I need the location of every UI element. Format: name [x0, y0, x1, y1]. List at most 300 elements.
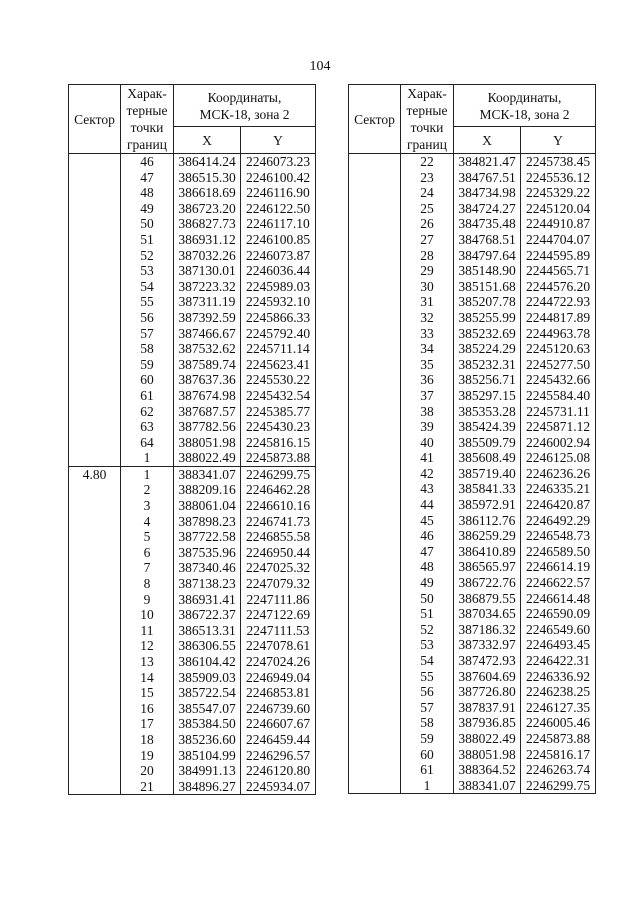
sector-cell	[69, 279, 121, 295]
table-row	[349, 310, 596, 326]
point-number-cell: 14	[121, 670, 174, 686]
x-coordinate-cell: 387032.26	[174, 248, 241, 264]
table-row	[69, 716, 316, 732]
table-row	[349, 653, 596, 669]
table-row	[69, 263, 316, 279]
sector-cell	[69, 763, 121, 779]
point-number-cell: 58	[121, 341, 174, 357]
header-point-type-line: точки	[130, 120, 164, 135]
table-row	[69, 482, 316, 498]
table-row	[349, 248, 596, 264]
x-coordinate-cell: 387311.19	[174, 294, 241, 310]
x-coordinate-cell: 387589.74	[174, 357, 241, 373]
y-coordinate-cell: 2246492.29	[521, 513, 596, 529]
sector-cell	[69, 263, 121, 279]
table-row	[349, 279, 596, 295]
table-row	[349, 747, 596, 763]
x-coordinate-cell: 385384.50	[174, 716, 241, 732]
header-sector: Сектор	[349, 85, 401, 154]
sector-cell	[69, 450, 121, 466]
sector-cell	[69, 372, 121, 388]
y-coordinate-cell: 2246614.19	[521, 559, 596, 575]
table-row	[69, 279, 316, 295]
sector-cell	[349, 279, 401, 295]
sector-cell	[69, 701, 121, 717]
header-coordinates-line1: Координаты,	[207, 89, 282, 105]
x-coordinate-cell: 387604.69	[454, 669, 521, 685]
header-point-type-line: границ	[407, 137, 447, 152]
x-coordinate-cell: 388341.07	[174, 466, 241, 482]
header-y: Y	[521, 127, 596, 154]
point-number-cell: 59	[121, 357, 174, 373]
point-number-cell: 59	[401, 731, 454, 747]
point-number-cell: 17	[121, 716, 174, 732]
header-coordinates	[174, 85, 316, 127]
x-coordinate-cell: 387223.32	[174, 279, 241, 295]
sector-cell	[69, 185, 121, 201]
y-coordinate-cell: 2245873.88	[521, 731, 596, 747]
point-number-cell: 5	[121, 529, 174, 545]
table-row	[69, 607, 316, 623]
table-row	[349, 575, 596, 591]
y-coordinate-cell: 2244722.93	[521, 294, 596, 310]
sector-cell	[69, 248, 121, 264]
x-coordinate-cell: 386414.24	[174, 154, 241, 170]
x-coordinate-cell: 386827.73	[174, 216, 241, 232]
y-coordinate-cell: 2246607.67	[241, 716, 316, 732]
x-coordinate-cell: 386879.55	[454, 591, 521, 607]
y-coordinate-cell: 2244817.89	[521, 310, 596, 326]
table-row	[349, 700, 596, 716]
x-coordinate-cell: 385719.40	[454, 466, 521, 482]
sector-cell: 4.80	[69, 466, 121, 482]
y-coordinate-cell: 2245584.40	[521, 388, 596, 404]
table-row	[69, 748, 316, 764]
x-coordinate-cell: 386618.69	[174, 185, 241, 201]
page-number: 104	[309, 59, 331, 74]
point-number-cell: 26	[401, 216, 454, 232]
y-coordinate-cell: 2245932.10	[241, 294, 316, 310]
point-number-cell: 3	[121, 498, 174, 514]
x-coordinate-cell: 388341.07	[454, 778, 521, 794]
x-coordinate-cell: 384821.47	[454, 154, 521, 170]
sector-cell	[69, 748, 121, 764]
x-coordinate-cell: 385256.71	[454, 372, 521, 388]
table-row	[349, 170, 596, 186]
sector-cell	[69, 232, 121, 248]
point-number-cell: 60	[121, 372, 174, 388]
x-coordinate-cell: 385608.49	[454, 450, 521, 466]
sector-cell	[69, 514, 121, 530]
point-number-cell: 64	[121, 435, 174, 451]
point-number-cell: 56	[121, 310, 174, 326]
table-row	[349, 731, 596, 747]
header-coordinates-line2: МСК-18, зона 2	[479, 106, 570, 122]
point-number-cell: 47	[401, 544, 454, 560]
table-row	[349, 435, 596, 451]
point-number-cell: 25	[401, 201, 454, 217]
table-row	[69, 326, 316, 342]
sector-cell	[349, 450, 401, 466]
sector-cell	[349, 341, 401, 357]
header-y: Y	[241, 127, 316, 154]
point-number-cell: 27	[401, 232, 454, 248]
point-number-cell: 36	[401, 372, 454, 388]
sector-cell	[349, 653, 401, 669]
point-number-cell: 12	[121, 638, 174, 654]
table-row	[69, 341, 316, 357]
y-coordinate-cell: 2246855.58	[241, 529, 316, 545]
point-number-cell: 34	[401, 341, 454, 357]
sector-cell	[69, 779, 121, 795]
x-coordinate-cell: 385151.68	[454, 279, 521, 295]
table-row	[349, 778, 596, 794]
sector-cell	[349, 216, 401, 232]
sector-cell	[349, 201, 401, 217]
point-number-cell: 15	[121, 685, 174, 701]
point-number-cell: 48	[401, 559, 454, 575]
table-row	[69, 294, 316, 310]
y-coordinate-cell: 2245866.33	[241, 310, 316, 326]
table-row	[349, 216, 596, 232]
sector-cell	[69, 357, 121, 373]
sector-cell	[349, 700, 401, 716]
point-number-cell: 51	[401, 606, 454, 622]
y-coordinate-cell: 2244910.87	[521, 216, 596, 232]
header-point-type-line: терные	[126, 103, 168, 118]
x-coordinate-cell: 386259.29	[454, 528, 521, 544]
table-row	[349, 715, 596, 731]
x-coordinate-cell: 388364.52	[454, 762, 521, 778]
point-number-cell: 37	[401, 388, 454, 404]
point-number-cell: 51	[121, 232, 174, 248]
x-coordinate-cell: 388061.04	[174, 498, 241, 514]
sector-cell	[349, 591, 401, 607]
sector-cell	[69, 716, 121, 732]
y-coordinate-cell: 2246420.87	[521, 497, 596, 513]
sector-cell	[69, 294, 121, 310]
table-row	[69, 357, 316, 373]
table-row	[69, 216, 316, 232]
sector-cell	[69, 592, 121, 608]
sector-cell	[349, 170, 401, 186]
y-coordinate-cell: 2246950.44	[241, 545, 316, 561]
y-coordinate-cell: 2245934.07	[241, 779, 316, 795]
sector-cell	[349, 528, 401, 544]
table-row	[349, 232, 596, 248]
sector-cell	[349, 154, 401, 170]
x-coordinate-cell: 386722.76	[454, 575, 521, 591]
point-number-cell: 50	[121, 216, 174, 232]
x-coordinate-cell: 386306.55	[174, 638, 241, 654]
sector-cell	[349, 575, 401, 591]
y-coordinate-cell: 2244595.89	[521, 248, 596, 264]
point-number-cell: 6	[121, 545, 174, 561]
x-coordinate-cell: 385148.90	[454, 263, 521, 279]
table-row	[349, 388, 596, 404]
x-coordinate-cell: 386723.20	[174, 201, 241, 217]
y-coordinate-cell: 2247025.32	[241, 560, 316, 576]
y-coordinate-cell: 2245623.41	[241, 357, 316, 373]
sector-cell	[349, 263, 401, 279]
sector-cell	[349, 762, 401, 778]
x-coordinate-cell: 386104.42	[174, 654, 241, 670]
sector-cell	[349, 404, 401, 420]
sector-cell	[349, 544, 401, 560]
table-row	[349, 669, 596, 685]
point-number-cell: 44	[401, 497, 454, 513]
sector-cell	[349, 185, 401, 201]
point-number-cell: 62	[121, 404, 174, 420]
table-row	[349, 606, 596, 622]
table-row	[349, 497, 596, 513]
sector-cell	[349, 388, 401, 404]
table-row	[349, 544, 596, 560]
table-row	[69, 498, 316, 514]
x-coordinate-cell: 387722.58	[174, 529, 241, 545]
point-number-cell: 53	[121, 263, 174, 279]
point-number-cell: 55	[401, 669, 454, 685]
point-number-cell: 38	[401, 404, 454, 420]
point-number-cell: 54	[121, 279, 174, 295]
sector-cell	[69, 560, 121, 576]
table-row	[349, 513, 596, 529]
table-row	[349, 372, 596, 388]
point-number-cell: 13	[121, 654, 174, 670]
table-row	[349, 622, 596, 638]
sector-cell	[69, 576, 121, 592]
table-row	[349, 419, 596, 435]
x-coordinate-cell: 387472.93	[454, 653, 521, 669]
y-coordinate-cell: 2246125.08	[521, 450, 596, 466]
point-number-cell: 39	[401, 419, 454, 435]
point-number-cell: 54	[401, 653, 454, 669]
y-coordinate-cell: 2246236.26	[521, 466, 596, 482]
x-coordinate-cell: 385722.54	[174, 685, 241, 701]
sector-cell	[349, 372, 401, 388]
sector-cell	[69, 638, 121, 654]
point-number-cell: 49	[121, 201, 174, 217]
point-number-cell: 60	[401, 747, 454, 763]
sector-cell	[349, 419, 401, 435]
table-row	[349, 684, 596, 700]
y-coordinate-cell: 2244565.71	[521, 263, 596, 279]
table-row	[69, 638, 316, 654]
x-coordinate-cell: 386931.12	[174, 232, 241, 248]
point-number-cell: 32	[401, 310, 454, 326]
point-number-cell: 21	[121, 779, 174, 795]
y-coordinate-cell: 2246100.42	[241, 170, 316, 186]
sector-cell	[349, 232, 401, 248]
x-coordinate-cell: 385224.29	[454, 341, 521, 357]
y-coordinate-cell: 2246462.28	[241, 482, 316, 498]
sector-cell	[349, 669, 401, 685]
y-coordinate-cell: 2245432.66	[521, 372, 596, 388]
x-coordinate-cell: 387392.59	[174, 310, 241, 326]
sector-cell	[69, 154, 121, 170]
x-coordinate-cell: 386515.30	[174, 170, 241, 186]
y-coordinate-cell: 2246122.50	[241, 201, 316, 217]
sector-cell	[349, 778, 401, 794]
y-coordinate-cell: 2246741.73	[241, 514, 316, 530]
x-coordinate-cell: 387782.56	[174, 419, 241, 435]
sector-cell	[349, 715, 401, 731]
x-coordinate-cell: 384735.48	[454, 216, 521, 232]
table-row	[69, 248, 316, 264]
table-row	[349, 326, 596, 342]
y-coordinate-cell: 2245277.50	[521, 357, 596, 373]
point-number-cell: 61	[401, 762, 454, 778]
y-coordinate-cell: 2246120.80	[241, 763, 316, 779]
y-coordinate-cell: 2246622.57	[521, 575, 596, 591]
x-coordinate-cell: 385297.15	[454, 388, 521, 404]
y-coordinate-cell: 2246296.57	[241, 748, 316, 764]
y-coordinate-cell: 2246610.16	[241, 498, 316, 514]
header-coordinates	[454, 85, 596, 127]
header-point-type-line: терные	[406, 103, 448, 118]
y-coordinate-cell: 2246336.92	[521, 669, 596, 685]
x-coordinate-cell: 387340.46	[174, 560, 241, 576]
y-coordinate-cell: 2245711.14	[241, 341, 316, 357]
point-number-cell: 52	[121, 248, 174, 264]
coordinates-body-left	[69, 154, 316, 795]
sector-cell	[349, 497, 401, 513]
sector-cell	[69, 654, 121, 670]
header-coordinates-line2: МСК-18, зона 2	[199, 106, 290, 122]
point-number-cell: 16	[121, 701, 174, 717]
sector-cell	[69, 341, 121, 357]
y-coordinate-cell: 2245329.22	[521, 185, 596, 201]
table-row	[69, 419, 316, 435]
x-coordinate-cell: 385236.60	[174, 732, 241, 748]
header-point-type-line: границ	[127, 137, 167, 152]
table-row	[349, 450, 596, 466]
table-row	[69, 514, 316, 530]
coordinates-table-left	[68, 84, 316, 795]
y-coordinate-cell: 2246590.09	[521, 606, 596, 622]
point-number-cell: 46	[401, 528, 454, 544]
sector-cell	[69, 388, 121, 404]
sector-cell	[69, 685, 121, 701]
y-coordinate-cell: 2244704.07	[521, 232, 596, 248]
x-coordinate-cell: 387898.23	[174, 514, 241, 530]
sector-cell	[349, 294, 401, 310]
x-coordinate-cell: 387726.80	[454, 684, 521, 700]
y-coordinate-cell: 2246238.25	[521, 684, 596, 700]
point-number-cell: 22	[401, 154, 454, 170]
x-coordinate-cell: 387186.32	[454, 622, 521, 638]
x-coordinate-cell: 386513.31	[174, 623, 241, 639]
x-coordinate-cell: 387034.65	[454, 606, 521, 622]
sector-cell	[69, 419, 121, 435]
table-row	[69, 450, 316, 466]
table-row	[69, 529, 316, 545]
x-coordinate-cell: 384991.13	[174, 763, 241, 779]
y-coordinate-cell: 2246005.46	[521, 715, 596, 731]
table-row	[349, 201, 596, 217]
sector-cell	[349, 559, 401, 575]
sector-cell	[69, 326, 121, 342]
x-coordinate-cell: 388022.49	[174, 450, 241, 466]
sector-cell	[69, 607, 121, 623]
point-number-cell: 63	[121, 419, 174, 435]
y-coordinate-cell: 2246549.60	[521, 622, 596, 638]
y-coordinate-cell: 2247122.69	[241, 607, 316, 623]
x-coordinate-cell: 385353.28	[454, 404, 521, 420]
header-point-type-line: точки	[410, 120, 444, 135]
x-coordinate-cell: 385255.99	[454, 310, 521, 326]
y-coordinate-cell: 2246493.45	[521, 637, 596, 653]
sector-cell	[349, 513, 401, 529]
sector-cell	[349, 747, 401, 763]
point-number-cell: 30	[401, 279, 454, 295]
sector-cell	[349, 466, 401, 482]
table-row	[69, 154, 316, 170]
point-number-cell: 8	[121, 576, 174, 592]
table-row	[69, 670, 316, 686]
x-coordinate-cell: 384724.27	[454, 201, 521, 217]
y-coordinate-cell: 2245731.11	[521, 404, 596, 420]
y-coordinate-cell: 2245120.63	[521, 341, 596, 357]
point-number-cell: 10	[121, 607, 174, 623]
point-number-cell: 1	[401, 778, 454, 794]
point-number-cell: 58	[401, 715, 454, 731]
y-coordinate-cell: 2246002.94	[521, 435, 596, 451]
x-coordinate-cell: 385972.91	[454, 497, 521, 513]
x-coordinate-cell: 385547.07	[174, 701, 241, 717]
point-number-cell: 11	[121, 623, 174, 639]
x-coordinate-cell: 387532.62	[174, 341, 241, 357]
x-coordinate-cell: 386410.89	[454, 544, 521, 560]
y-coordinate-cell: 2246739.60	[241, 701, 316, 717]
header-coordinates-line1: Координаты,	[487, 89, 562, 105]
point-number-cell: 46	[121, 154, 174, 170]
y-coordinate-cell: 2245120.04	[521, 201, 596, 217]
table-row	[69, 310, 316, 326]
y-coordinate-cell: 2245530.22	[241, 372, 316, 388]
point-number-cell: 42	[401, 466, 454, 482]
table-row	[69, 732, 316, 748]
table-row	[69, 779, 316, 795]
point-number-cell: 20	[121, 763, 174, 779]
header-point-type	[121, 85, 174, 154]
sector-cell	[349, 326, 401, 342]
point-number-cell: 28	[401, 248, 454, 264]
y-coordinate-cell: 2246299.75	[521, 778, 596, 794]
y-coordinate-cell: 2245989.03	[241, 279, 316, 295]
point-number-cell: 57	[401, 700, 454, 716]
y-coordinate-cell: 2246949.04	[241, 670, 316, 686]
header-sector: Сектор	[69, 85, 121, 154]
point-number-cell: 7	[121, 560, 174, 576]
point-number-cell: 35	[401, 357, 454, 373]
table-row	[69, 701, 316, 717]
y-coordinate-cell: 2246299.75	[241, 466, 316, 482]
table-row	[349, 263, 596, 279]
table-row	[349, 294, 596, 310]
sector-cell	[69, 482, 121, 498]
x-coordinate-cell: 385232.69	[454, 326, 521, 342]
point-number-cell: 19	[121, 748, 174, 764]
x-coordinate-cell: 386722.37	[174, 607, 241, 623]
point-number-cell: 2	[121, 482, 174, 498]
point-number-cell: 1	[121, 450, 174, 466]
point-number-cell: 43	[401, 481, 454, 497]
y-coordinate-cell: 2245873.88	[241, 450, 316, 466]
table-row	[349, 481, 596, 497]
sector-cell	[69, 498, 121, 514]
y-coordinate-cell: 2244963.78	[521, 326, 596, 342]
